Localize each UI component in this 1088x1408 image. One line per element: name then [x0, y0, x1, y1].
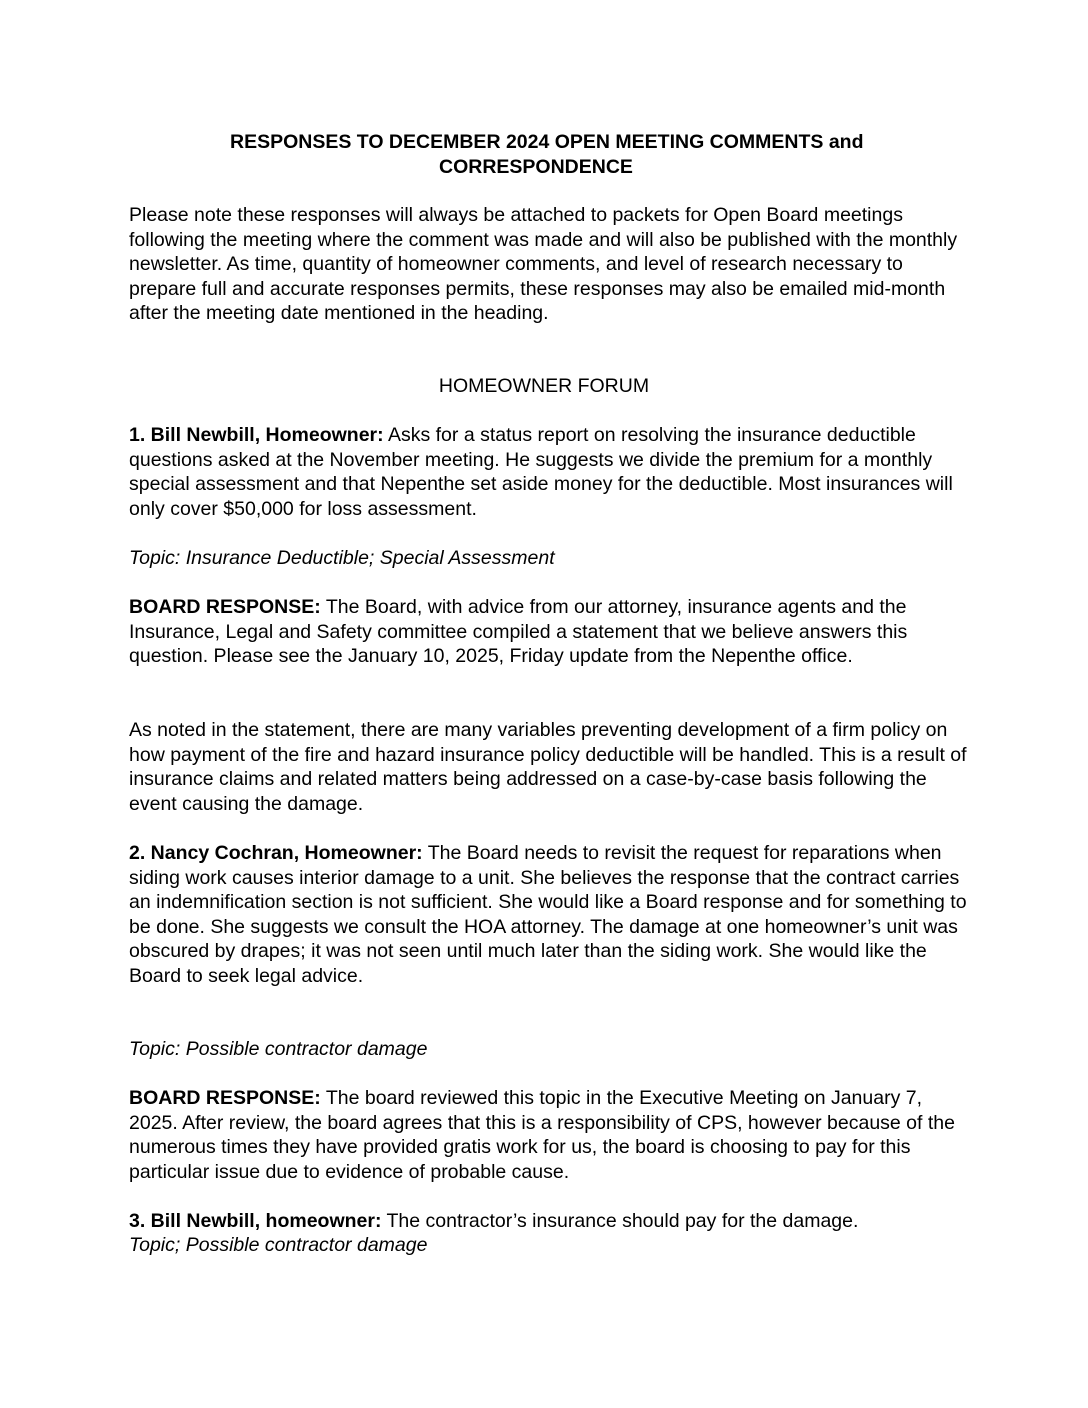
response-2 [129, 1086, 969, 1184]
response-1-label: BOARD RESPONSE: [129, 596, 321, 618]
comment-2-text: The Board needs to revisit the request for reparations when siding work causes interior damage to a unit. She believes the response that the contract carries an indemnification section is not sufficient. She would like a Board response and for something to be done. She suggests we consult the HOA attorney. The damage at one homeowner’s unit was obscured by drapes; it was not seen until much later than the siding work. She would like the Board to seek legal advice. [129, 842, 967, 987]
comment-2-label: 2. Nancy Cochran, Homeowner: [129, 842, 423, 864]
response-1-extra: As noted in the statement, there are many variables preventing development of a firm policy on how payment of the fire and hazard insurance policy deductible will be handled. This is a result of insurance claims and related matters being addressed on a case-by-case basis following the event causing the damage. [129, 719, 967, 815]
comment-3-topic: Topic; Possible contractor damage [129, 1234, 428, 1256]
title-line-1: RESPONSES TO DECEMBER 2024 OPEN MEETING COMMENTS and [230, 131, 864, 153]
section-heading: HOMEOWNER FORUM [438, 375, 650, 397]
response-2-text: The board reviewed this topic in the Executive Meeting on January 7, 2025. After review, the board agrees that this is a responsibility of CPS, however because of the numerous times they have provided gratis work for us, the board is choosing to pay for this particular issue due to evidence of probable cause. [129, 1087, 955, 1183]
document-title [129, 130, 1051, 179]
intro-paragraph: Please note these responses will always be attached to packets for Open Board meetings following the meeting where the comment was made and will also be published with the monthly newsletter. As time, quantity of homeowner comments, and level of research necessary to prepare full and accurate responses permits, these responses may also be emailed mid-month after the meeting date mentioned in the heading. [129, 204, 958, 324]
comment-3 [129, 1209, 969, 1234]
comment-1-topic: Topic: Insurance Deductible; Special Assessment [129, 547, 555, 569]
comment-3-text: The contractor’s insurance should pay for the damage. [381, 1210, 859, 1232]
response-1-text: The Board, with advice from our attorney, insurance agents and the Insurance, Legal and Safety committee compiled a statement that we believe answers this question. Please see the January 10, 2025, Friday update from the Nepenthe office. [129, 596, 908, 667]
response-2-label: BOARD RESPONSE: [129, 1087, 321, 1109]
comment-3-label: 3. Bill Newbill, homeowner: [129, 1210, 382, 1232]
comment-2-topic: Topic: Possible contractor damage [129, 1038, 428, 1060]
title-line-2: CORRESPONDENCE [439, 155, 633, 178]
comment-1-label: 1. Bill Newbill, Homeowner: [129, 424, 384, 446]
comment-2 [129, 841, 969, 988]
comment-1-text: Asks for a status report on resolving the insurance deductible questions asked at the November meeting. He suggests we divide the premium for a monthly special assessment and that Nepenthe set aside money for the deductible. Most insurances will only cover $50,000 for loss assessment. [129, 424, 953, 520]
response-1 [129, 595, 969, 669]
comment-1 [129, 423, 969, 521]
